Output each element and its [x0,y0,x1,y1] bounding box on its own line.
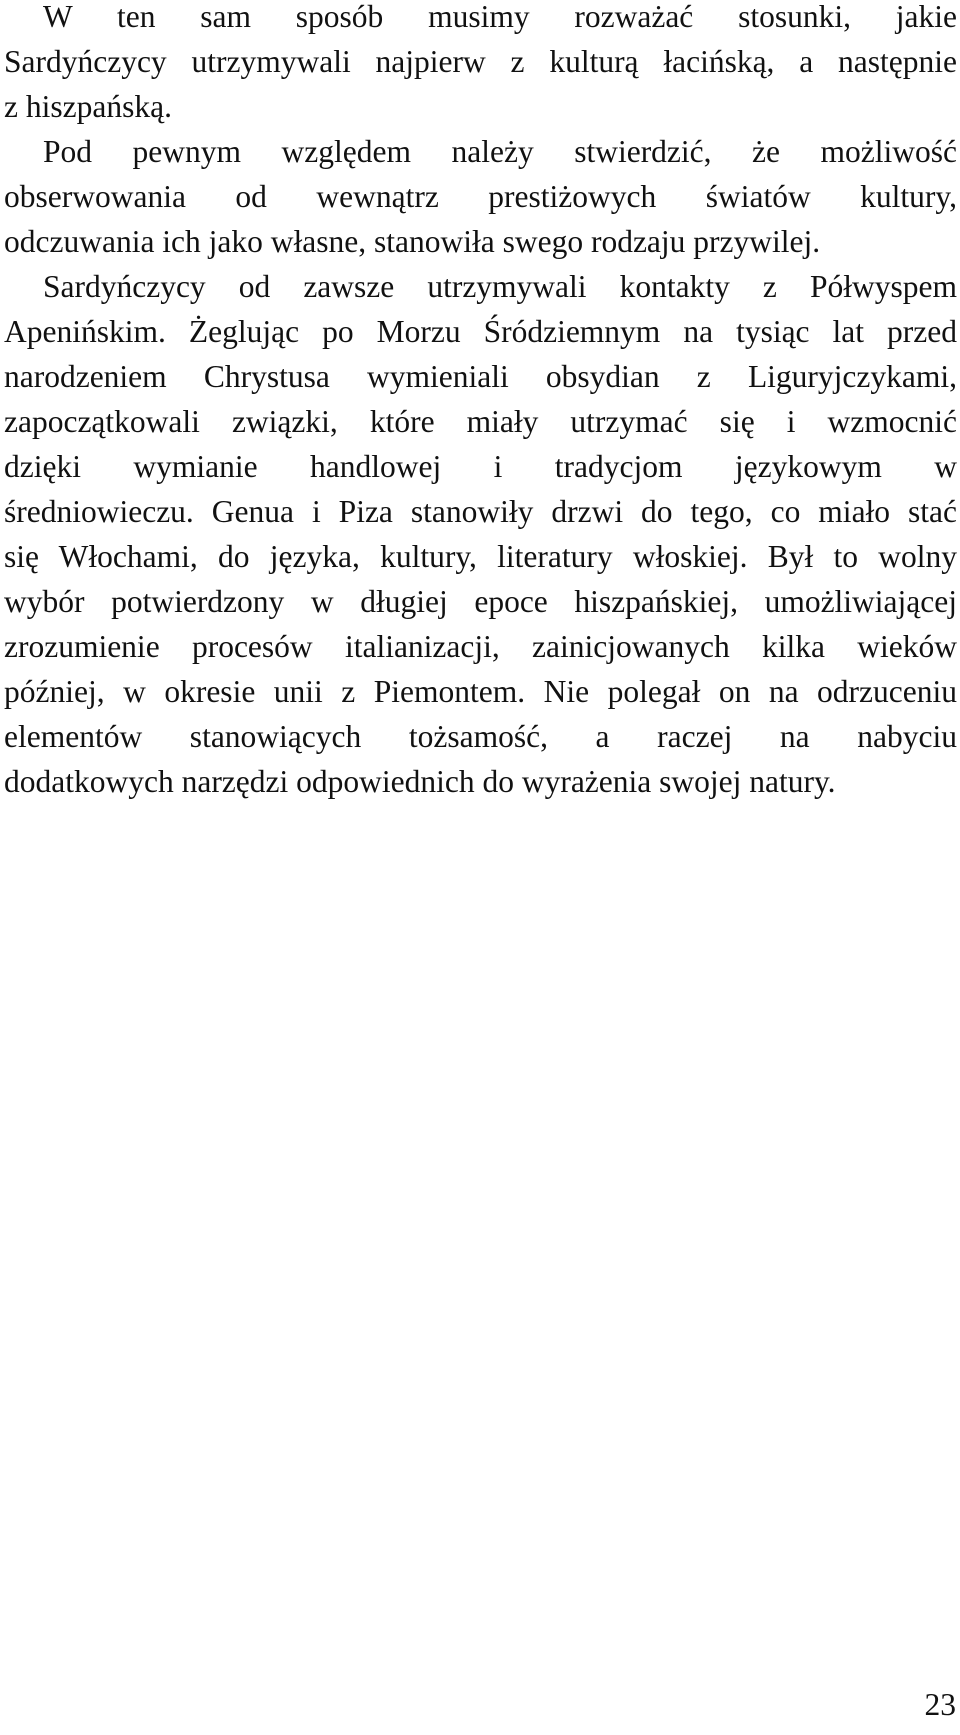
text-line: z hiszpańską. [4,89,172,124]
text-line: Sardyńczycy utrzymywali najpierw z kulturą łacińską, a następnie [4,44,957,79]
text-line: Sardyńczycy od zawsze utrzymywali kontakty z Półwyspem [43,269,957,304]
text-line: W ten sam sposób musimy rozważać stosunki, jakie [43,0,957,34]
text-line: obserwowania od wewnątrz prestiżowych światów kultury, [4,179,957,214]
text-line: zrozumienie procesów italianizacji, zainicjowanych kilka wieków [4,629,957,664]
text-line: narodzeniem Chrystusa wymieniali obsydian z Liguryjczykami, [4,359,957,394]
text-line: Pod pewnym względem należy stwierdzić, że możliwość [43,134,957,169]
text-line: średniowieczu. Genua i Piza stanowiły drzwi do tego, co miało stać [4,494,957,529]
text-line: Apenińskim. Żeglując po Morzu Śródziemnym na tysiąc lat przed [4,314,957,349]
text-line: wybór potwierdzony w długiej epoce hiszpańskiej, umożliwiającej [4,584,957,619]
text-line: dzięki wymianie handlowej i tradycjom językowym w [4,449,957,484]
document-body [4,0,957,804]
text-line: odczuwania ich jako własne, stanowiła swego rodzaju przywilej. [4,224,821,259]
text-line: później, w okresie unii z Piemontem. Nie polegał on na odrzuceniu [4,674,957,709]
text-line: dodatkowych narzędzi odpowiednich do wyrażenia swojej natury. [4,764,836,799]
text-line: zapoczątkowali związki, które miały utrzymać się i wzmocnić [4,404,957,439]
page-number: 23 [924,1687,956,1722]
text-line: elementów stanowiących tożsamość, a raczej na nabyciu [4,719,957,754]
text-line: się Włochami, do języka, kultury, literatury włoskiej. Był to wolny [4,539,957,574]
